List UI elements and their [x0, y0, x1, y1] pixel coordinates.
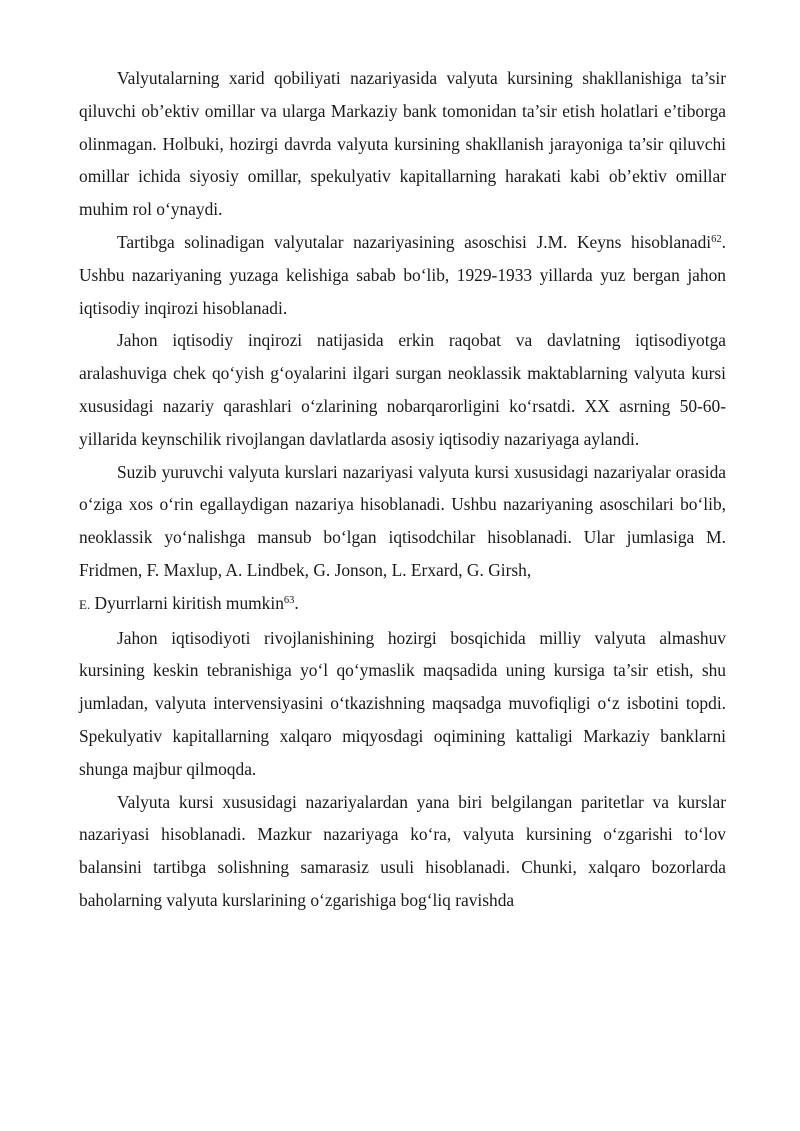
paragraph-6-text: Valyuta kursi xususidagi nazariyalardan yana biri belgilangan paritetlar va kurslar nazariyasi hisoblanadi. Mazkur nazariyaga ko‘ra, valyuta kursining o‘zgarishi to‘lov balansini tartibga solishning samarasiz usuli hisoblanadi. Chunki, xalqaro bozorlarda baholarning valyuta kurslarining o‘zgarishiga bog‘liq ravishda [79, 791, 726, 910]
paragraph-1-text: Valyutalarning xarid qobiliyati nazariyasida valyuta kursining shakllanishiga ta’sir qiluvchi ob’ektiv omillar va ularga Markaziy bank tomonidan ta’sir etish holatlari e’tiborga olinmagan. Holbuki, hozirgi davrda valyuta kursining shakllanish jarayoniga ta’sir qiluvchi omillar ichida siyosiy omillar, spekulyativ kapitallarning harakati kabi ob’ektiv omillar muhim rol o‘ynaydi. [79, 68, 726, 220]
paragraph-2 [79, 226, 726, 324]
footnote-ref-62[interactable]: 62 [711, 233, 722, 245]
paragraph-2-text: Tartibga solinadigan valyutalar nazariyasining asoschisi J.M. Keyns hisoblanadi [117, 231, 712, 252]
paragraph-3-text: Jahon iqtisodiy inqirozi natijasida erkin raqobat va davlatning iqtisodiyotga aralashuviga chek qo‘yish g‘oyalarini ilgari surgan neoklassik maktablarning valyuta kursi xususidagi nazariy qarashlari o‘zlarining nobarqarorligini ko‘rsatdi. XX asrning 50-60-yillarida keynschilik rivojlangan davlatlarda asosiy iqtisodiy nazariyaga aylandi. [79, 330, 726, 449]
paragraph-5 [79, 622, 726, 786]
paragraph-6 [79, 786, 726, 917]
paragraph-4 [79, 456, 726, 622]
paragraph-3 [79, 324, 726, 455]
author-initial: E. [79, 596, 91, 612]
paragraph-4-text: Suzib yuruvchi valyuta kurslari nazariyasi valyuta kursi xususidagi nazariyalar orasida o‘ziga xos o‘rin egallaydigan nazariya hisoblanadi. Ushbu nazariyaning asoschilari bo‘lib, neoklassik yo‘nalishga mansub bo‘lgan iqtisodchilar hisoblanadi. Ular jumlasiga M. Fridmen, F. Maxlup, A. Lindbek, G. Jonson, L. Erxard, G. Girsh, [79, 461, 726, 580]
paragraph-1 [79, 62, 726, 226]
footnote-ref-63[interactable]: 63 [283, 594, 295, 606]
document-page [79, 62, 726, 917]
paragraph-5-text: Jahon iqtisodiyoti rivojlanishining hozirgi bosqichida milliy valyuta almashuv kursining keskin tebranishiga yo‘l qo‘ymaslik maqsadida uning kursiga ta’sir etish, shu jumladan, valyuta intervensiyasini o‘tkazishning maqsadga muvofiqligi o‘z isbotini topdi. Spekulyativ kapitallarning xalqaro miqyosdagi oqimining kattaligi Markaziy banklarni shunga majbur qilmoqda. [79, 627, 726, 779]
paragraph-2-text-after: . Ushbu nazariyaning yuzaga kelishiga sabab bo‘lib, 1929-1933 yillarda yuz bergan jahon iqtisodiy inqirozi hisoblanadi. [79, 231, 726, 318]
paragraph-4-text-after: . [294, 592, 299, 613]
paragraph-4-text-middle: Dyurrlarni kiritish mumkin [90, 592, 284, 613]
paragraph-4-last-line [79, 587, 726, 622]
